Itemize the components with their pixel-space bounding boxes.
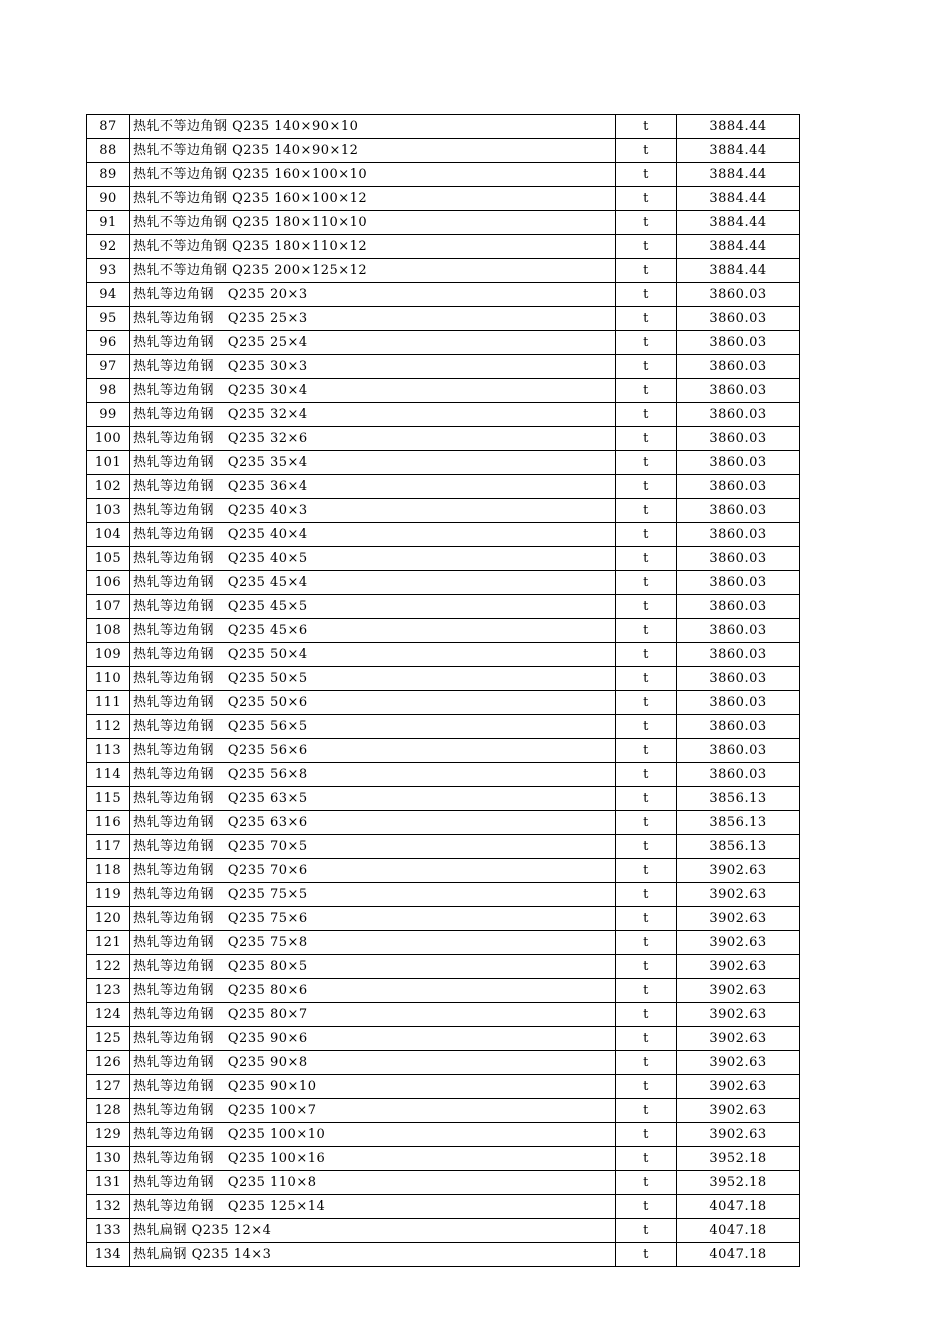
- item-unit: t: [616, 451, 677, 475]
- item-unit: t: [616, 979, 677, 1003]
- item-unit: t: [616, 1075, 677, 1099]
- row-number: 124: [87, 1003, 130, 1027]
- row-number: 128: [87, 1099, 130, 1123]
- row-number: 102: [87, 475, 130, 499]
- item-name: 热轧等边角钢 Q235 45×6: [130, 619, 616, 643]
- table-row: [87, 427, 800, 451]
- item-name: 热轧等边角钢 Q235 32×6: [130, 427, 616, 451]
- item-name: 热轧等边角钢 Q235 25×4: [130, 331, 616, 355]
- item-price: 3860.03: [677, 715, 800, 739]
- item-name: 热轧等边角钢 Q235 56×5: [130, 715, 616, 739]
- table-row: [87, 1099, 800, 1123]
- row-number: 131: [87, 1171, 130, 1195]
- item-name: 热轧等边角钢 Q235 90×6: [130, 1027, 616, 1051]
- row-number: 111: [87, 691, 130, 715]
- item-name: 热轧等边角钢 Q235 50×6: [130, 691, 616, 715]
- row-number: 122: [87, 955, 130, 979]
- item-price: 3902.63: [677, 1075, 800, 1099]
- item-unit: t: [616, 499, 677, 523]
- item-name: 热轧等边角钢 Q235 56×6: [130, 739, 616, 763]
- item-price: 3856.13: [677, 811, 800, 835]
- table-row: [87, 1171, 800, 1195]
- item-unit: t: [616, 1171, 677, 1195]
- table-row: [87, 619, 800, 643]
- item-name: 热轧等边角钢 Q235 30×3: [130, 355, 616, 379]
- item-name: 热轧等边角钢 Q235 50×4: [130, 643, 616, 667]
- table-row: [87, 835, 800, 859]
- item-name: 热轧等边角钢 Q235 40×5: [130, 547, 616, 571]
- item-unit: t: [616, 307, 677, 331]
- table-row: [87, 1003, 800, 1027]
- item-unit: t: [616, 859, 677, 883]
- item-price: 3860.03: [677, 763, 800, 787]
- table-row: [87, 1243, 800, 1267]
- item-price: 3902.63: [677, 859, 800, 883]
- table-row: [87, 1075, 800, 1099]
- row-number: 98: [87, 379, 130, 403]
- table-row: [87, 931, 800, 955]
- table-row: [87, 499, 800, 523]
- item-price: 3902.63: [677, 907, 800, 931]
- item-price: 4047.18: [677, 1195, 800, 1219]
- table-row: [87, 955, 800, 979]
- item-unit: t: [616, 1123, 677, 1147]
- item-unit: t: [616, 739, 677, 763]
- row-number: 107: [87, 595, 130, 619]
- item-unit: t: [616, 1219, 677, 1243]
- table-row: [87, 571, 800, 595]
- item-name: 热轧等边角钢 Q235 100×7: [130, 1099, 616, 1123]
- row-number: 92: [87, 235, 130, 259]
- item-price: 3884.44: [677, 115, 800, 139]
- row-number: 94: [87, 283, 130, 307]
- table-row: [87, 1147, 800, 1171]
- table-row: [87, 115, 800, 139]
- item-price: 3902.63: [677, 1099, 800, 1123]
- table-row: [87, 763, 800, 787]
- row-number: 96: [87, 331, 130, 355]
- item-unit: t: [616, 595, 677, 619]
- item-price: 3860.03: [677, 427, 800, 451]
- table-row: [87, 307, 800, 331]
- item-name: 热轧等边角钢 Q235 63×5: [130, 787, 616, 811]
- item-unit: t: [616, 139, 677, 163]
- row-number: 125: [87, 1027, 130, 1051]
- item-unit: t: [616, 691, 677, 715]
- item-price: 3884.44: [677, 163, 800, 187]
- item-price: 3860.03: [677, 307, 800, 331]
- item-unit: t: [616, 1027, 677, 1051]
- table-row: [87, 283, 800, 307]
- item-name: 热轧等边角钢 Q235 50×5: [130, 667, 616, 691]
- item-name: 热轧等边角钢 Q235 75×5: [130, 883, 616, 907]
- item-name: 热轧等边角钢 Q235 56×8: [130, 763, 616, 787]
- item-unit: t: [616, 259, 677, 283]
- table-row: [87, 691, 800, 715]
- item-price: 3860.03: [677, 739, 800, 763]
- item-name: 热轧等边角钢 Q235 110×8: [130, 1171, 616, 1195]
- item-price: 3902.63: [677, 979, 800, 1003]
- table-row: [87, 979, 800, 1003]
- item-price: 3860.03: [677, 643, 800, 667]
- item-name: 热轧不等边角钢 Q235 160×100×10: [130, 163, 616, 187]
- item-price: 3860.03: [677, 283, 800, 307]
- row-number: 113: [87, 739, 130, 763]
- row-number: 120: [87, 907, 130, 931]
- item-name: 热轧等边角钢 Q235 80×6: [130, 979, 616, 1003]
- item-price: 3902.63: [677, 931, 800, 955]
- row-number: 97: [87, 355, 130, 379]
- item-price: 3860.03: [677, 571, 800, 595]
- row-number: 101: [87, 451, 130, 475]
- item-name: 热轧等边角钢 Q235 80×7: [130, 1003, 616, 1027]
- item-price: 3860.03: [677, 691, 800, 715]
- item-unit: t: [616, 1003, 677, 1027]
- row-number: 104: [87, 523, 130, 547]
- table-row: [87, 1027, 800, 1051]
- item-price: 3860.03: [677, 403, 800, 427]
- row-number: 129: [87, 1123, 130, 1147]
- table-row: [87, 811, 800, 835]
- item-unit: t: [616, 1195, 677, 1219]
- row-number: 89: [87, 163, 130, 187]
- item-unit: t: [616, 475, 677, 499]
- table-row: [87, 715, 800, 739]
- item-unit: t: [616, 763, 677, 787]
- row-number: 114: [87, 763, 130, 787]
- row-number: 100: [87, 427, 130, 451]
- item-name: 热轧等边角钢 Q235 75×8: [130, 931, 616, 955]
- item-name: 热轧等边角钢 Q235 35×4: [130, 451, 616, 475]
- item-unit: t: [616, 379, 677, 403]
- item-name: 热轧等边角钢 Q235 63×6: [130, 811, 616, 835]
- item-unit: t: [616, 427, 677, 451]
- item-name: 热轧等边角钢 Q235 70×5: [130, 835, 616, 859]
- item-name: 热轧等边角钢 Q235 75×6: [130, 907, 616, 931]
- item-price: 3860.03: [677, 451, 800, 475]
- item-name: 热轧不等边角钢 Q235 160×100×12: [130, 187, 616, 211]
- item-price: 3884.44: [677, 139, 800, 163]
- item-unit: t: [616, 715, 677, 739]
- table-row: [87, 187, 800, 211]
- item-unit: t: [616, 883, 677, 907]
- item-price: 3884.44: [677, 235, 800, 259]
- row-number: 132: [87, 1195, 130, 1219]
- item-name: 热轧等边角钢 Q235 100×10: [130, 1123, 616, 1147]
- item-unit: t: [616, 835, 677, 859]
- row-number: 91: [87, 211, 130, 235]
- item-price: 3952.18: [677, 1171, 800, 1195]
- item-price: 3860.03: [677, 379, 800, 403]
- item-price: 3902.63: [677, 1051, 800, 1075]
- item-name: 热轧等边角钢 Q235 125×14: [130, 1195, 616, 1219]
- item-unit: t: [616, 955, 677, 979]
- row-number: 103: [87, 499, 130, 523]
- item-price: 3860.03: [677, 499, 800, 523]
- row-number: 108: [87, 619, 130, 643]
- row-number: 126: [87, 1051, 130, 1075]
- price-table-body: [87, 115, 800, 1267]
- table-row: [87, 355, 800, 379]
- item-unit: t: [616, 403, 677, 427]
- item-unit: t: [616, 1051, 677, 1075]
- item-unit: t: [616, 187, 677, 211]
- item-price: 3902.63: [677, 955, 800, 979]
- item-name: 热轧扁钢 Q235 12×4: [130, 1219, 616, 1243]
- table-row: [87, 1051, 800, 1075]
- table-row: [87, 139, 800, 163]
- row-number: 115: [87, 787, 130, 811]
- item-price: 3902.63: [677, 1003, 800, 1027]
- item-price: 3902.63: [677, 883, 800, 907]
- table-row: [87, 163, 800, 187]
- row-number: 117: [87, 835, 130, 859]
- item-name: 热轧等边角钢 Q235 40×4: [130, 523, 616, 547]
- table-row: [87, 331, 800, 355]
- table-row: [87, 667, 800, 691]
- row-number: 112: [87, 715, 130, 739]
- item-unit: t: [616, 643, 677, 667]
- row-number: 119: [87, 883, 130, 907]
- item-unit: t: [616, 667, 677, 691]
- item-name: 热轧等边角钢 Q235 36×4: [130, 475, 616, 499]
- table-row: [87, 403, 800, 427]
- row-number: 118: [87, 859, 130, 883]
- table-row: [87, 907, 800, 931]
- table-row: [87, 211, 800, 235]
- item-unit: t: [616, 115, 677, 139]
- item-name: 热轧不等边角钢 Q235 180×110×12: [130, 235, 616, 259]
- row-number: 110: [87, 667, 130, 691]
- item-price: 3952.18: [677, 1147, 800, 1171]
- row-number: 130: [87, 1147, 130, 1171]
- table-row: [87, 235, 800, 259]
- row-number: 109: [87, 643, 130, 667]
- item-name: 热轧不等边角钢 Q235 180×110×10: [130, 211, 616, 235]
- item-price: 3902.63: [677, 1123, 800, 1147]
- item-unit: t: [616, 811, 677, 835]
- row-number: 95: [87, 307, 130, 331]
- table-row: [87, 739, 800, 763]
- item-price: 3860.03: [677, 331, 800, 355]
- item-unit: t: [616, 355, 677, 379]
- item-unit: t: [616, 331, 677, 355]
- item-name: 热轧等边角钢 Q235 30×4: [130, 379, 616, 403]
- item-price: 3856.13: [677, 787, 800, 811]
- row-number: 134: [87, 1243, 130, 1267]
- item-unit: t: [616, 1099, 677, 1123]
- item-name: 热轧等边角钢 Q235 20×3: [130, 283, 616, 307]
- item-name: 热轧等边角钢 Q235 100×16: [130, 1147, 616, 1171]
- table-row: [87, 1195, 800, 1219]
- item-unit: t: [616, 571, 677, 595]
- item-unit: t: [616, 787, 677, 811]
- item-unit: t: [616, 1243, 677, 1267]
- item-price: 3884.44: [677, 211, 800, 235]
- row-number: 88: [87, 139, 130, 163]
- row-number: 133: [87, 1219, 130, 1243]
- row-number: 121: [87, 931, 130, 955]
- item-name: 热轧等边角钢 Q235 32×4: [130, 403, 616, 427]
- row-number: 116: [87, 811, 130, 835]
- row-number: 93: [87, 259, 130, 283]
- price-table: [86, 114, 800, 1267]
- item-price: 3860.03: [677, 667, 800, 691]
- table-row: [87, 259, 800, 283]
- item-price: 3860.03: [677, 523, 800, 547]
- item-name: 热轧不等边角钢 Q235 200×125×12: [130, 259, 616, 283]
- row-number: 99: [87, 403, 130, 427]
- table-row: [87, 883, 800, 907]
- table-row: [87, 643, 800, 667]
- item-name: 热轧等边角钢 Q235 45×5: [130, 595, 616, 619]
- item-unit: t: [616, 619, 677, 643]
- item-unit: t: [616, 523, 677, 547]
- item-name: 热轧等边角钢 Q235 90×8: [130, 1051, 616, 1075]
- item-price: 3856.13: [677, 835, 800, 859]
- table-row: [87, 379, 800, 403]
- table-row: [87, 1123, 800, 1147]
- table-row: [87, 451, 800, 475]
- row-number: 90: [87, 187, 130, 211]
- item-name: 热轧等边角钢 Q235 45×4: [130, 571, 616, 595]
- table-row: [87, 547, 800, 571]
- item-name: 热轧等边角钢 Q235 80×5: [130, 955, 616, 979]
- item-unit: t: [616, 283, 677, 307]
- item-price: 3860.03: [677, 595, 800, 619]
- row-number: 127: [87, 1075, 130, 1099]
- item-unit: t: [616, 547, 677, 571]
- item-name: 热轧扁钢 Q235 14×3: [130, 1243, 616, 1267]
- item-unit: t: [616, 235, 677, 259]
- item-name: 热轧等边角钢 Q235 25×3: [130, 307, 616, 331]
- item-price: 3860.03: [677, 475, 800, 499]
- table-row: [87, 859, 800, 883]
- item-price: 4047.18: [677, 1243, 800, 1267]
- item-name: 热轧等边角钢 Q235 40×3: [130, 499, 616, 523]
- item-price: 4047.18: [677, 1219, 800, 1243]
- table-row: [87, 475, 800, 499]
- item-price: 3860.03: [677, 355, 800, 379]
- item-price: 3860.03: [677, 619, 800, 643]
- table-row: [87, 787, 800, 811]
- item-price: 3860.03: [677, 547, 800, 571]
- table-row: [87, 595, 800, 619]
- item-name: 热轧不等边角钢 Q235 140×90×10: [130, 115, 616, 139]
- item-price: 3884.44: [677, 259, 800, 283]
- row-number: 87: [87, 115, 130, 139]
- row-number: 105: [87, 547, 130, 571]
- item-name: 热轧等边角钢 Q235 70×6: [130, 859, 616, 883]
- row-number: 106: [87, 571, 130, 595]
- item-unit: t: [616, 1147, 677, 1171]
- item-price: 3884.44: [677, 187, 800, 211]
- item-name: 热轧不等边角钢 Q235 140×90×12: [130, 139, 616, 163]
- item-unit: t: [616, 907, 677, 931]
- item-price: 3902.63: [677, 1027, 800, 1051]
- item-unit: t: [616, 163, 677, 187]
- item-unit: t: [616, 211, 677, 235]
- table-row: [87, 1219, 800, 1243]
- table-row: [87, 523, 800, 547]
- row-number: 123: [87, 979, 130, 1003]
- item-unit: t: [616, 931, 677, 955]
- item-name: 热轧等边角钢 Q235 90×10: [130, 1075, 616, 1099]
